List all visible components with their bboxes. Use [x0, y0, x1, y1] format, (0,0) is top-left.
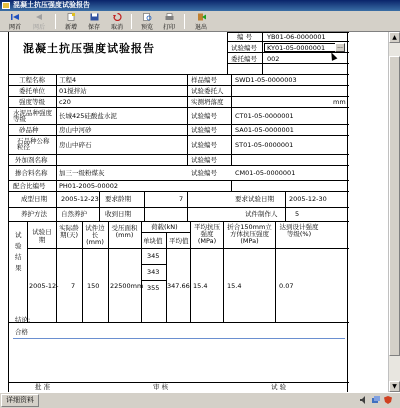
speaker-icon[interactable]: [360, 396, 368, 404]
conclusion-value[interactable]: 合格: [15, 328, 28, 336]
cancel-icon: [113, 13, 122, 21]
trial-no-browse-button[interactable]: ...: [335, 43, 345, 52]
conclusion-label: 结论:: [15, 316, 31, 324]
project-label: 工程名称: [19, 76, 45, 84]
client-value[interactable]: 01搅拌站: [59, 87, 87, 95]
col-percent: 达到设计强度等级(%): [279, 223, 319, 238]
shield-icon[interactable]: [384, 396, 392, 404]
col-single: 单块值: [143, 237, 163, 245]
exit-door-icon: [197, 13, 206, 21]
row-std-strength[interactable]: 15.4: [227, 282, 242, 290]
scroll-down-icon[interactable]: ▼: [389, 381, 400, 392]
stone-label: 石品种公称粒径: [17, 137, 50, 151]
sample-no-value[interactable]: SWD1-05-0000003: [235, 76, 297, 84]
sample-no-label: 样品编号: [191, 76, 217, 84]
row-avg[interactable]: 347.66: [167, 282, 190, 290]
first-button[interactable]: 网首: [4, 12, 26, 31]
conclusion-underline: [13, 338, 345, 339]
age-value[interactable]: 7: [179, 195, 184, 203]
preview-button[interactable]: 预览: [136, 12, 158, 31]
report-paper: [8, 32, 348, 392]
mix-no-label: 配合比编号: [13, 182, 46, 190]
additive-no-label: 试验编号: [191, 156, 217, 164]
req-date-label: 要求试验日期: [235, 195, 274, 203]
curing-label: 养护方法: [21, 210, 47, 218]
received-label: 收到日期: [105, 210, 131, 218]
add-icon: [67, 13, 76, 21]
cancel-button[interactable]: 取消: [106, 12, 128, 31]
window-title: 混凝土抗压强度试验报告: [13, 1, 90, 9]
toolbar-separator: [184, 14, 185, 29]
grade-label: 强度等级: [19, 98, 45, 106]
col-area: 受压面积(mm): [111, 224, 138, 239]
col-side: 试件边长(mm): [85, 224, 105, 246]
slump-unit: mm: [333, 98, 346, 106]
toolbar-separator: [55, 14, 56, 29]
exit-button[interactable]: 退出: [190, 12, 212, 31]
maker-label: 试件制作人: [245, 210, 278, 218]
prev-button[interactable]: 网后: [28, 12, 50, 31]
row-side[interactable]: 150: [87, 282, 100, 290]
scroll-thumb[interactable]: [389, 56, 400, 356]
row-area[interactable]: 22500mm: [110, 282, 144, 290]
mix-no-value[interactable]: PH01-2005-00002: [59, 182, 118, 190]
preview-icon: [143, 13, 152, 21]
col-avg-strength: 平均抗压强度(MPa): [194, 223, 220, 245]
row-percent[interactable]: 0.07: [279, 282, 294, 290]
admix-label: 掺合料名称: [15, 169, 48, 177]
molding-date-label: 成型日期: [21, 195, 47, 203]
sand-label: 砂品种: [19, 126, 39, 134]
admix-no-value[interactable]: CM01-05-0000001: [235, 169, 296, 177]
sand-no-label: 试验编号: [191, 126, 217, 134]
maker-value[interactable]: 5: [295, 210, 300, 218]
cement-no-label: 试验编号: [191, 112, 217, 120]
trial-no-field[interactable]: KY01-05-0000001: [264, 43, 336, 52]
commission-no-label: 委托编号: [231, 55, 257, 63]
toolbar: [0, 11, 400, 32]
serial-value: YB01-06-0000001: [267, 33, 326, 41]
footer-test: 试 验: [271, 383, 287, 391]
app-icon: [2, 2, 10, 9]
save-button[interactable]: 保存: [83, 12, 105, 31]
client-label: 委托单位: [19, 87, 45, 95]
col-avg: 平均值: [169, 237, 189, 245]
trial-no-label: 试验编号: [231, 44, 257, 52]
col-actual-age: 实际龄期(天): [59, 224, 79, 239]
vertical-scrollbar[interactable]: [388, 32, 400, 392]
col-std-strength: 折合150mm立方体抗压强度(MPa): [227, 223, 272, 245]
serial-label: 编 号: [237, 33, 253, 41]
add-button[interactable]: 新增: [60, 12, 82, 31]
cement-no-value[interactable]: CT01-05-0000001: [235, 112, 294, 120]
cement-value[interactable]: 长城425硅酸盐水泥: [59, 112, 117, 120]
save-icon: [90, 13, 99, 21]
additive-label: 外加剂名称: [15, 156, 48, 164]
age-label: 要求龄期: [105, 195, 131, 203]
footer-review: 审 核: [153, 383, 169, 391]
report-title: 混凝土抗压强度试验报告: [23, 42, 155, 55]
load-1[interactable]: 345: [147, 252, 160, 260]
test-client-label: 试验委托人: [191, 87, 224, 95]
row-age[interactable]: 7: [71, 282, 76, 290]
status-bar: [0, 392, 400, 408]
col-load: 荷载(kN): [151, 223, 178, 231]
admix-no-label: 试验编号: [191, 169, 217, 177]
stone-value[interactable]: 房山中碎石: [59, 141, 92, 149]
row-test-date[interactable]: 2005-12-: [29, 282, 59, 290]
first-record-icon: [11, 13, 20, 21]
row-avg-strength[interactable]: 15.4: [193, 282, 208, 290]
slump-label: 实测坍落度: [191, 98, 224, 106]
sand-no-value[interactable]: SA01-05-0000001: [235, 126, 294, 134]
toolbar-separator: [131, 14, 132, 29]
prev-record-icon: [35, 13, 44, 21]
stone-no-value[interactable]: ST01-05-0000001: [235, 141, 294, 149]
footer-approve: 批 准: [35, 383, 51, 391]
molding-date-value[interactable]: 2005-12-23: [61, 195, 99, 203]
report-area: [0, 32, 400, 392]
detail-tab[interactable]: 详细资料: [1, 394, 39, 407]
col-test-date: 试验日期: [32, 228, 52, 244]
load-3[interactable]: 355: [147, 284, 160, 292]
results-section-label: 试验结果: [15, 231, 22, 272]
curing-value[interactable]: 自然养护: [61, 210, 87, 218]
admix-value[interactable]: 加三一级粉煤灰: [59, 169, 105, 177]
printer-icon: [165, 13, 174, 21]
grade-value[interactable]: c20: [59, 98, 71, 106]
scroll-up-icon[interactable]: ▲: [389, 32, 400, 43]
load-2[interactable]: 343: [147, 268, 160, 276]
req-date-value[interactable]: 2005-12-30: [289, 195, 327, 203]
network-icon[interactable]: [372, 396, 380, 404]
sand-value[interactable]: 房山中河砂: [59, 126, 92, 134]
project-value[interactable]: 工程4: [59, 76, 77, 84]
cement-label: 水泥品种强度等级: [13, 109, 52, 123]
commission-no-value[interactable]: 002: [267, 55, 280, 63]
stone-no-label: 试验编号: [191, 141, 217, 149]
print-button[interactable]: 打印: [158, 12, 180, 31]
window-titlebar: [0, 0, 400, 11]
